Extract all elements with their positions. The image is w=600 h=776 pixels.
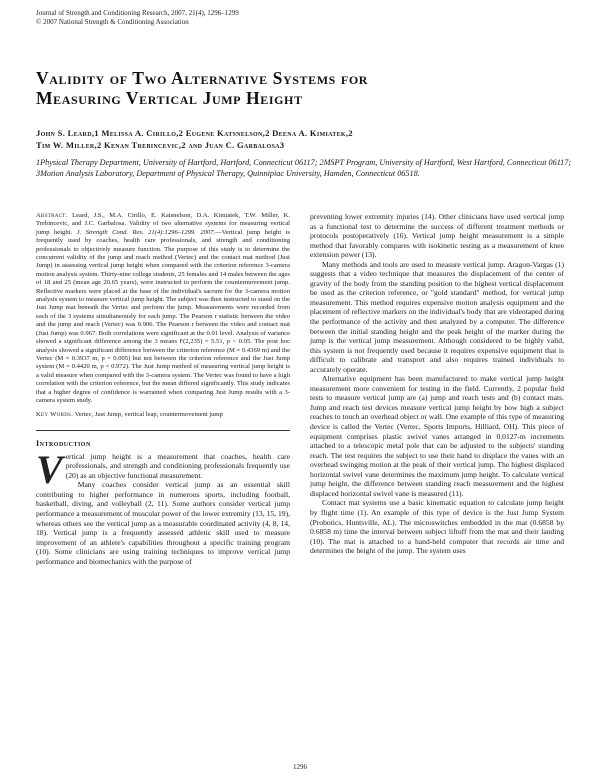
drop-cap: V	[36, 446, 63, 492]
author-line-2: Tim W. Miller,2 Kenan Trebincevic,2 and Juan C. Garbalosa3	[36, 140, 285, 150]
article-title	[36, 68, 556, 108]
abstract	[36, 212, 290, 405]
title-line-2: Measuring Vertical Jump Height	[36, 88, 303, 108]
right-paragraph-4: Contact mat systems use a basic kinematic equation to calculate jump height by flight time (1). An example of this type of device is the Just Jump System (Probotics, Huntsville, AL). The microswitches embedded in the mat (0.6858 by 0.6858 m) time the interval between subject liftoff from the mat and their landing (10). The mat is attached to a hand-held computer that records air time and determines the height of the jump. The system uses	[310, 498, 564, 556]
right-paragraph-3: Alternative equipment has been manufactured to make vertical jump height measurement more convenient for testing in the field. Currently, 2 popular field tests to measure vertical jump are (a) jump and reach tests and (b) contact mats. Jump and reach test devices measure vertical jump height by how high a subject reaches to touch an overhead object or wall. One example of this type of measuring device is called the Vertec (Vertec, Sports Imports, Hilliard, OH). This piece of equipment comprises plastic swivel vanes arranged in 0.0127-m increments attached to a telescopic metal pole that can be adjusted to the subjects' standing reach. The test requires the subject to use their hand to displace the vanes with an overhead swinging motion at the peak of their vertical jump. The highest displaced horizontal swivel vane determines the maximum jump height. To calculate vertical jump height, the difference between standing reach measurement and the highest displaced horizontal swivel vane is measured (11).	[310, 374, 564, 498]
keywords	[36, 411, 290, 419]
journal-citation-line: Journal of Strength and Conditioning Research, 2007, 21(4), 1296–1299	[36, 9, 239, 17]
left-column	[36, 212, 290, 566]
affiliations: 1Physical Therapy Department, University of Hartford, Hartford, Connecticut 06117; 2MSPT Program, University of Hartford, West Hartford, Connecticut 06117; 3Motion Analysis Laboratory, Department of Physical Therapy, Quinnipiac University, Hamden, Connecticut 06518.	[36, 158, 572, 178]
intro-paragraph-2: Many coaches consider vertical jump as an essential skill contributing to higher performance in numerous sports, including football, basketball, diving, and volleyball (2, 11). Some authors consider vertical jump performance a measurement of muscular power of the lower extremity (13, 15, 19), whereas others see the vertical jump as a measurable coordinated activity (4, 8, 14, 18). Vertical jump is a frequently assessed athletic skill used to measure improvement of an athlete's capabilities throughout a specific training program (10). Some clinicians are using training techniques to improve vertical jump performance and biomechanics with the purpose of	[36, 480, 290, 566]
abstract-journal-ref: J. Strength Cond. Res. 21(4):1296–1299. 2007.	[76, 228, 216, 236]
intro-paragraph-1-text: ertical jump height is a measurement that coaches, health care professionals, and strength and conditioning professionals frequently use (20) as an objective functional measurement.	[65, 451, 290, 480]
right-paragraph-1: preventing lower extremity injuries (14). Other clinicians have used vertical jump as a functional test to determine the success of different treatment methods or protocols postoperatively (16). Vertical jump height measurement is a simple method that favorably compares with isokinetic testing as a measurement of knee extension power (13).	[310, 212, 564, 260]
right-paragraph-2: Many methods and tools are used to measure vertical jump. Aragon-Vargas (1) suggests that a video technique that measures the displacement of the center of gravity of the body from the standing position to the highest vertical displacement be used as the criterion reference, or "gold standard" method, for vertical jump measurement. This method requires expensive motion analysis equipment and the placement of reflective markers on the individual's body that are videotaped during the performance of the activity and then analyzed by a computer. The difference between the initial standing height and the peak height of the marker during the jump is the vertical jump measurement. Although considered to be highly valid, this system is not frequently used because it requires expensive equipment that is difficult to calibrate and transport and also requires trained individuals to accurately operate.	[310, 259, 564, 374]
author-list	[36, 127, 576, 151]
abstract-label: Abstract.	[36, 212, 68, 219]
author-line-1: John S. Leard,1 Melissa A. Cirillo,2 Eugene Katsnelson,2 Deena A. Kimiatek,2	[36, 128, 353, 138]
abstract-citation: Leard, J.S., M.A. Cirillo, E. Katsnelson, D.A. Kimiatek, T.W. Miller, K. Trebincevic, and J.C. Garbalosa. Validity of two alternative systems for measuring vertical jump height.	[36, 212, 290, 236]
copyright-line: © 2007 National Strength & Conditioning Association	[36, 18, 189, 26]
title-line-1: Validity of Two Alternative Systems for	[36, 68, 369, 88]
journal-header	[36, 9, 239, 27]
intro-paragraph-1	[36, 446, 290, 492]
introduction-heading: Introduction	[36, 438, 91, 448]
abstract-text: —Vertical jump height is frequently used by coaches, health care professionals, and strength and conditioning professionals to objectively measure function. The purpose of this study is to determine the concurrent validity of the jump and reach method (Vertec) and the contact mat method (Just Jump) in assessing vertical jump height when compared with the criterion reference 3-camera motion analysis system. Thirty-nine college students, 25 females and 14 males between the ages of 18 and 25 (mean age 20.65 years), were instructed to perform the countermovement jump. Reflective markers were placed at the base of the individual's sacrum for the 3-camera motion analysis system to measure vertical jump height. The subject was then instructed to stand on the Just Jump mat beneath the Vertec and perform the jump. Measurements were recorded from each of the 3 systems simultaneously for each jump. The Pearson r statistic between the video and the jump and reach (Vertec) was 0.906. The Pearson r between the video and contact mat (Just Jump) was 0.967. Both correlations were significant at the 0.01 level. Analysis of variance showed a significant difference among the 3 means F(2,235) = 5.51, p < 0.05. The post hoc analysis showed a significant difference between the criterion reference (M = 0.4369 m) and the Vertec (M = 0.3937 m, p = 0.005) but not between the criterion reference and the Just Jump system (M = 0.4420 m, p = 0.972). The Just Jump method of measuring vertical jump height is a valid measure when compared with the 3-camera system. The Vertec was found to have a high correlation with the criterion reference, but the mean differed significantly. This study indicates that a higher degree of confidence is warranted when comparing Just Jump results with a 3-camera system study.	[36, 228, 290, 404]
section-divider	[36, 430, 290, 431]
keywords-text: Vertec, Just Jump, vertical leap, countermovement jump	[73, 411, 223, 419]
page-number: 1296	[293, 763, 307, 771]
keywords-label: Key Words.	[36, 411, 74, 419]
right-column	[310, 212, 564, 556]
